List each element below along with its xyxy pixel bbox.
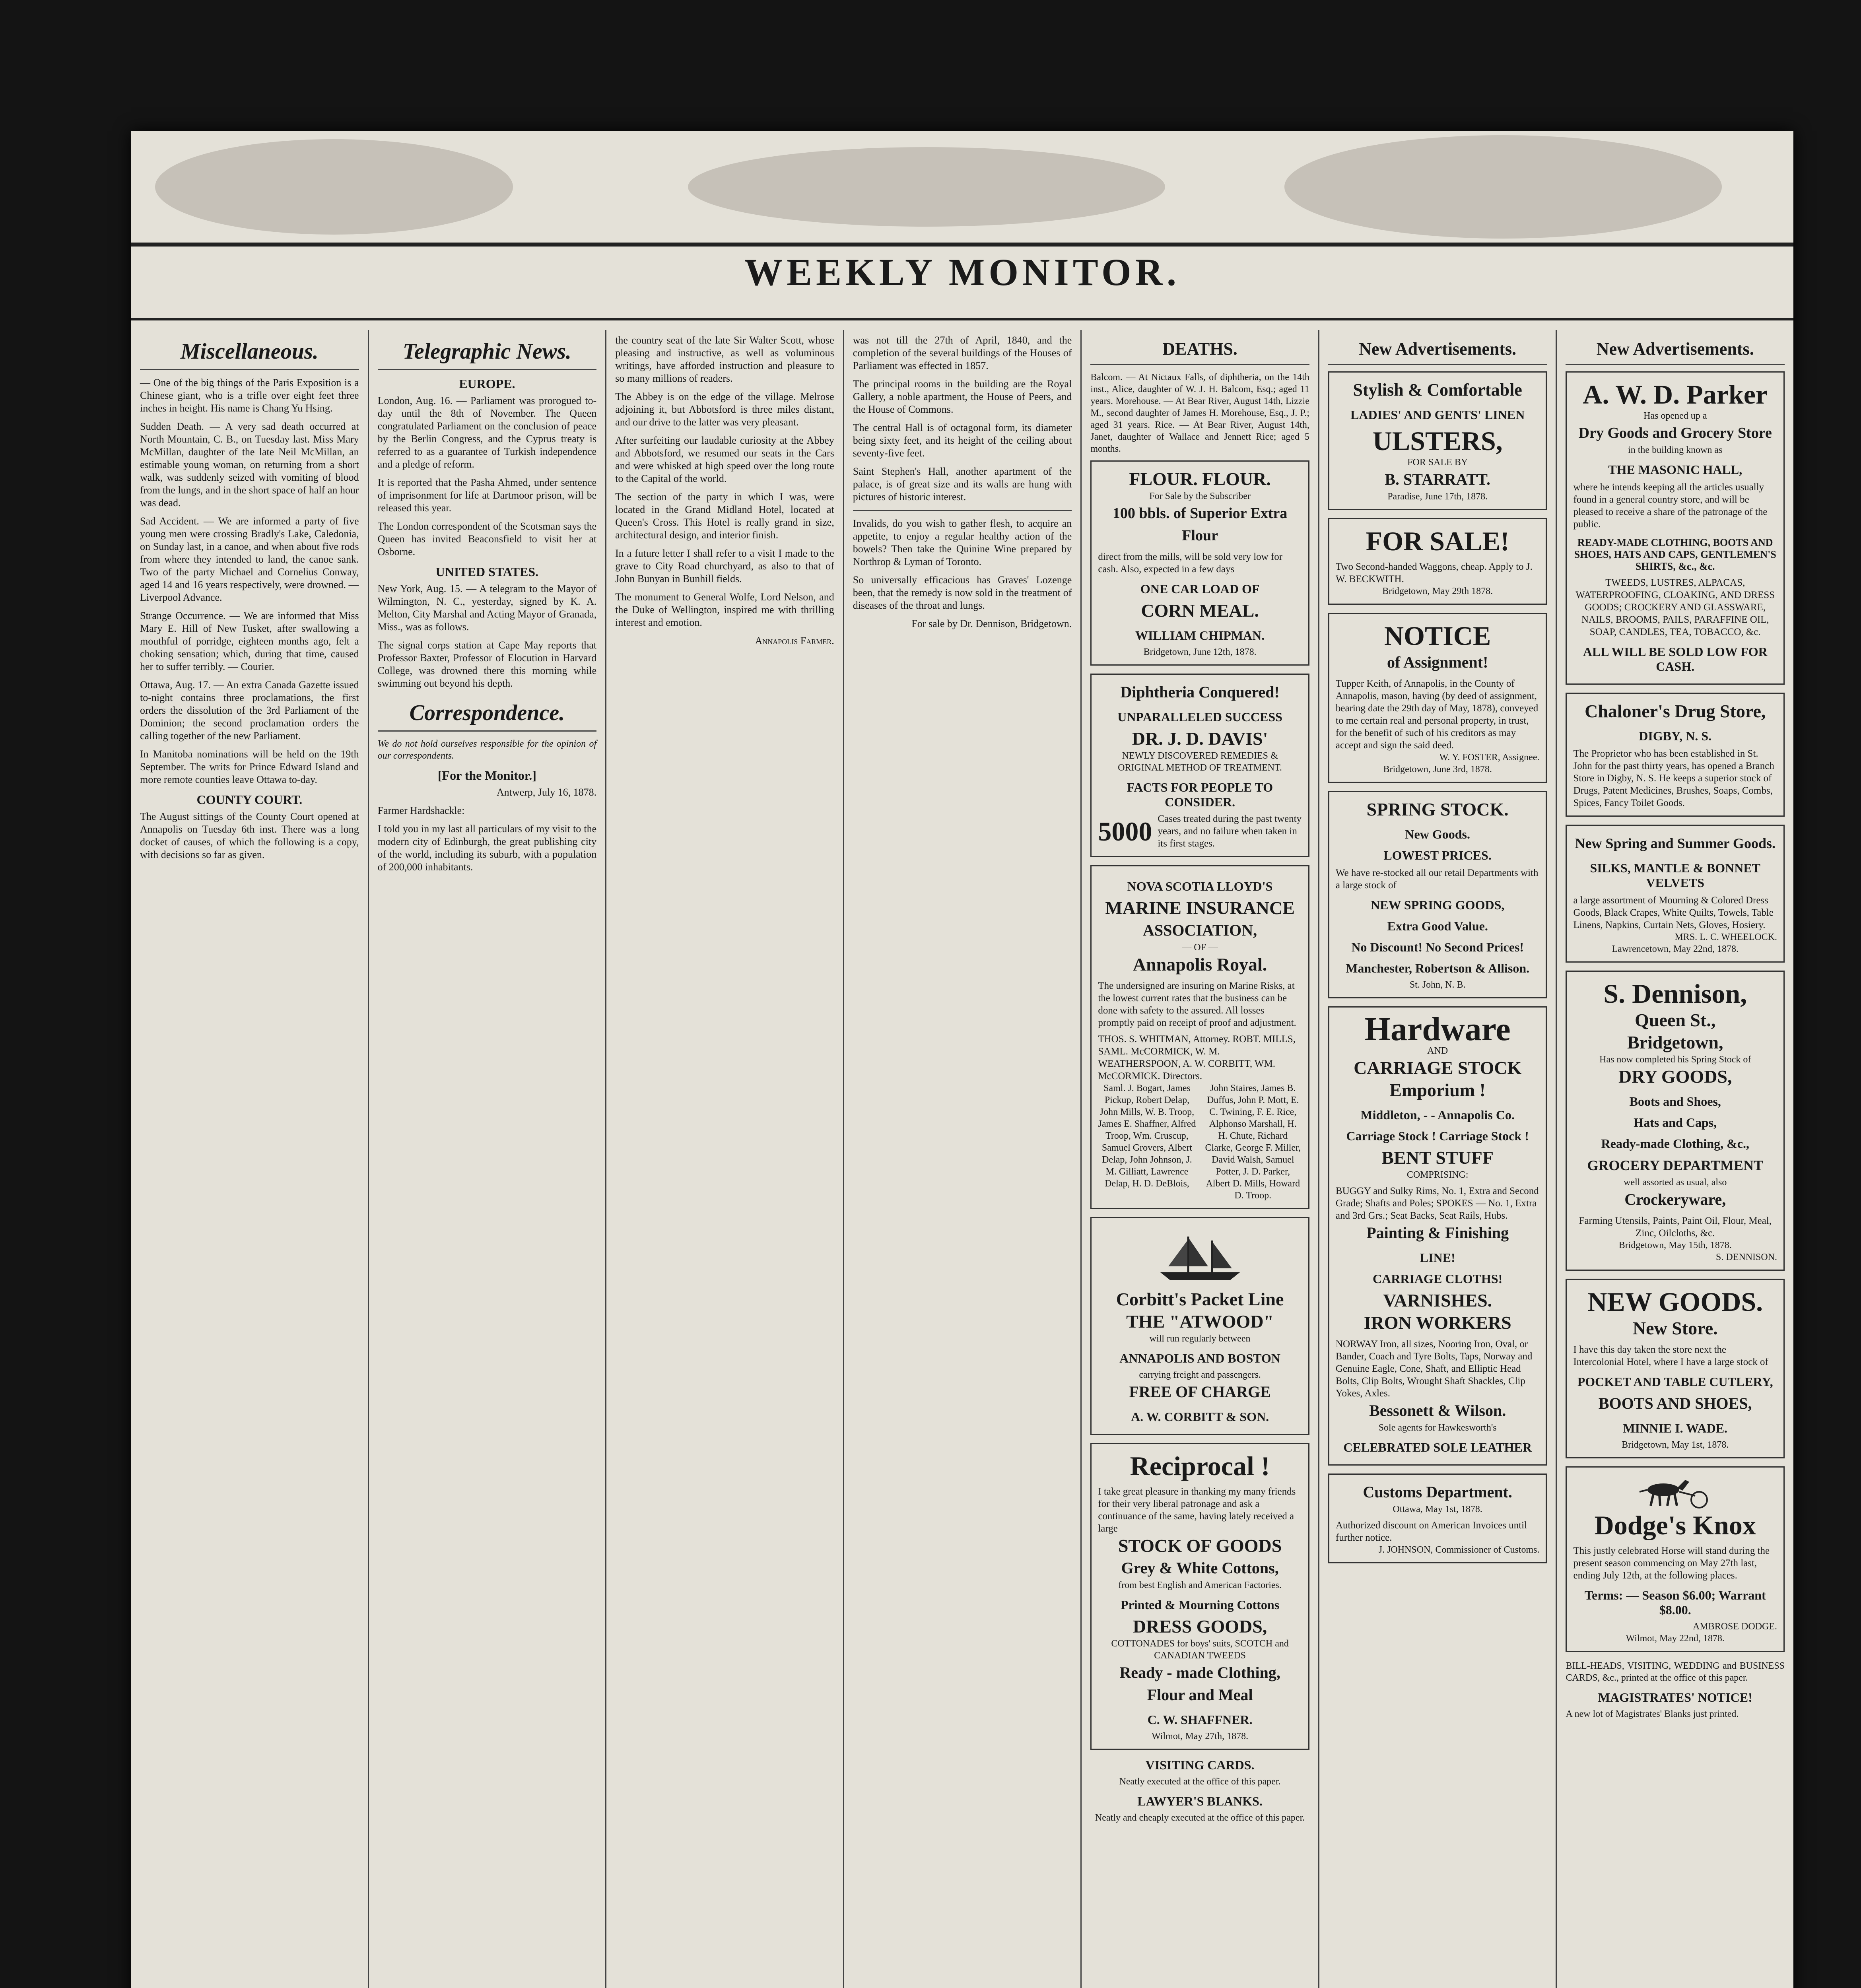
ad-headline: FREE OF CHARGE bbox=[1129, 1383, 1271, 1401]
ad-subheading: well assorted as usual, also bbox=[1624, 1177, 1727, 1188]
article-paragraph: The central Hall is of octagonal form, its diameter being sixty feet, and its height of the ceiling about seventy-five feet. bbox=[853, 422, 1072, 459]
news-item: Sad Accident. — We are informed a party of five young men were crossing Bradly's Lake, Caledonia, on Sunday last, in a canoe, and when about five rods from where they intended to land, the canoe sank. Two of the party Michael and Cornelius Conway, aged 14 and 16 years respectively, were drowned. — Liverpool Advance. bbox=[140, 515, 359, 603]
directors-list bbox=[1098, 1082, 1302, 1202]
ad-date: Bridgetown, June 12th, 1878. bbox=[1143, 647, 1257, 657]
ad-subheading: Hats and Caps, bbox=[1634, 1115, 1717, 1130]
ad-headline: Dry Goods and Grocery Store bbox=[1578, 425, 1772, 441]
ad-date: Bridgetown, May 15th, 1878. bbox=[1618, 1240, 1732, 1250]
printing-notice: BILL-HEADS, VISITING, WEDDING and BUSINESS CARDS, &c., printed at the office of this paper. bbox=[1566, 1661, 1785, 1683]
ad-body: BUGGY and Sulky Rims, No. 1, Extra and Second Grade; Shafts and Poles; SPOKES — No. 1, Extra and 3rd Grs.; Seat Backs, Seat Rails, Hubs. bbox=[1335, 1186, 1539, 1221]
ad-headline: DRY GOODS, bbox=[1618, 1066, 1732, 1087]
assignment-notice bbox=[1328, 613, 1547, 783]
ad-subheading: CELEBRATED SOLE LEATHER bbox=[1343, 1440, 1532, 1454]
columns bbox=[131, 330, 1793, 1988]
column-new-advertisements-1 bbox=[1319, 330, 1557, 1988]
wheelock-ad bbox=[1566, 825, 1785, 963]
flour-ad bbox=[1090, 460, 1309, 666]
ad-body: NORWAY Iron, all sizes, Nooring Iron, Oval, or Bander, Coach and Tyre Bolts, Taps, Norway and Genuine Eagle, Cone, Shaft, and Elliptic Head Bolts, Clip Bolts, Wrought Shaft Shackles, Clip Yokes, Axles. bbox=[1335, 1339, 1533, 1399]
advertiser-name: W. Y. FOSTER, Assignee. bbox=[1439, 752, 1540, 763]
advertiser-name: MINNIE I. WADE. bbox=[1623, 1421, 1728, 1435]
news-item: It is reported that the Pasha Ahmed, under sentence of imprisonment for life at Dartmoor prison, will be released this year. bbox=[377, 477, 597, 514]
ad-body: Tupper Keith, of Annapolis, in the County of Annapolis, mason, having (by deed of assignment, bearing date the 29th day of May, 1878), conveyed to me certain real and personal property, in trust, for the benefit of such of his creditors as may accept and sign the said deed. bbox=[1335, 678, 1539, 751]
ad-body: We have re-stocked all our retail Departments with a large stock of bbox=[1335, 868, 1539, 891]
ad-subheading: NEW SPRING GOODS, bbox=[1371, 898, 1505, 912]
ad-body: Authorized discount on American Invoices until further notice. bbox=[1335, 1520, 1527, 1543]
letter-paragraph: In a future letter I shall refer to a visit I made to the grave to City Road churchyard, as also to that of John Bunyan in Bunhill fields. bbox=[615, 547, 834, 584]
ad-subheading: from best English and American Factories. bbox=[1118, 1580, 1282, 1590]
letter-paragraph: The monument to General Wolfe, Lord Nelson, and the Duke of Wellington, inspired me with thrilling interest and emotion. bbox=[615, 591, 834, 628]
ad-headline: GROCERY DEPARTMENT bbox=[1587, 1157, 1763, 1173]
column-new-advertisements-2 bbox=[1557, 330, 1793, 1988]
section-subheading: EUROPE. bbox=[459, 377, 515, 391]
ad-subheading: LADIES' AND GENTS' LINEN bbox=[1350, 408, 1525, 422]
advertiser-name: WILLIAM CHIPMAN. bbox=[1135, 628, 1265, 643]
horse-and-buggy-icon bbox=[1636, 1474, 1715, 1510]
ad-headline: Painting & Finishing bbox=[1366, 1224, 1509, 1242]
ad-subheading: UNPARALLELED SUCCESS bbox=[1117, 710, 1282, 724]
section-heading: New Advertisements. bbox=[1328, 334, 1547, 365]
ad-subheading: THE MASONIC HALL, bbox=[1608, 462, 1743, 477]
ad-headline: VARNISHES. bbox=[1383, 1290, 1492, 1310]
wade-ad bbox=[1566, 1279, 1785, 1458]
ad-body: direct from the mills, will be sold very low for cash. Also, expected in a few days bbox=[1098, 551, 1283, 575]
agent-line: For sale by Dr. Dennison, Bridgetown. bbox=[911, 618, 1072, 629]
column-parliament bbox=[844, 330, 1082, 1988]
ad-headline: Emporium ! bbox=[1389, 1080, 1486, 1100]
ad-date: Bridgetown, May 29th 1878. bbox=[1382, 586, 1493, 596]
ad-subheading: Boots and Shoes, bbox=[1629, 1094, 1721, 1109]
chaloner-ad bbox=[1566, 693, 1785, 817]
ad-headline: BENT STUFF bbox=[1381, 1147, 1494, 1168]
ad-subheading: ALL WILL BE SOLD LOW FOR CASH. bbox=[1583, 645, 1768, 674]
ad-subheading: LOWEST PRICES. bbox=[1383, 848, 1492, 862]
advertiser-name: A. W. CORBITT & SON. bbox=[1131, 1409, 1269, 1424]
ad-body: Two Second-handed Waggons, cheap. Apply to J. W. BECKWITH. bbox=[1335, 561, 1533, 584]
news-item: Ottawa, Aug. 17. — An extra Canada Gazette issued to-night contains three proclamations, the first orders the dissolution of the 3rd Parliament of the Dominion; the second proclamation orders the calling together of the new Parliament. bbox=[140, 679, 359, 742]
ad-body: The Proprietor who has been established in St. John for the past thirty years, has opened a Branch Store in Digby, N. S. He keeps a superior stock of Drugs, Patent Medicines, Brushes, Soaps, Combs, Spices, Fancy Toilet Goods. bbox=[1573, 748, 1774, 808]
letter-label: [For the Monitor.] bbox=[437, 768, 536, 782]
ad-body: The undersigned are insuring on Marine Risks, at the lowest current rates that the business can be done with safety to the assured. All losses promptly paid on receipt of proof and adjustment. bbox=[1098, 980, 1296, 1028]
ad-headline: New Store. bbox=[1632, 1318, 1718, 1338]
section-heading: Telegraphic News. bbox=[378, 334, 597, 370]
dodge-knox-ad bbox=[1566, 1466, 1785, 1652]
diphtheria-ad bbox=[1090, 674, 1309, 857]
advertiser-name: Manchester, Robertson & Allison. bbox=[1346, 961, 1530, 975]
ad-date: Bridgetown, May 1st, 1878. bbox=[1622, 1440, 1729, 1450]
ad-headline: Corbitt's Packet Line bbox=[1116, 1289, 1284, 1309]
news-item: London, Aug. 16. — Parliament was prorogued to-day until the 8th of November. The Queen congratulated Parliament on the conclusion of peace by the Berlin Congress, and the Cyprus treaty is referred to as a guarantee of Turkish independence and a pledge of reform. bbox=[377, 395, 597, 470]
ad-subheading: ANNAPOLIS AND BOSTON bbox=[1119, 1351, 1281, 1365]
ad-headline: ASSOCIATION, bbox=[1143, 921, 1257, 939]
ad-heading: VISITING CARDS. bbox=[1145, 1758, 1255, 1772]
ad-headline: of Assignment! bbox=[1387, 653, 1488, 671]
column-deaths-ads bbox=[1082, 330, 1319, 1988]
water-stain bbox=[688, 147, 1165, 227]
ad-subheading: NOVA SCOTIA LLOYD'S bbox=[1127, 879, 1273, 893]
ad-subheading: — OF — bbox=[1182, 942, 1218, 953]
ad-headline: Grey & White Cottons, bbox=[1121, 1559, 1279, 1577]
news-item: Sudden Death. — A very sad death occurred at North Mountain, C. B., on Tuesday last. Miss Mary McMillan, daughter of the late Neil McMillan, an estimable young woman, on returning from a short walk, was suddenly seized with vomiting of blood from the lungs, and in the short space of half an hour was dead. bbox=[140, 421, 359, 509]
names-right: John Staires, James B. Duffus, John P. Mott, E. C. Twining, F. E. Rice, Alphonso Marshall, H. H. Chute, Richard Clarke, George F. Miller, David Walsh, Samuel Potter, J. D. Parker, Albert D. Mills, Howard D. Troop. bbox=[1205, 1083, 1301, 1201]
ad-date: Wilmot, May 27th, 1878. bbox=[1152, 1731, 1249, 1741]
article-paragraph: was not till the 27th of April, 1840, and the completion of the several buildings of the Houses of Parliament was effected in 1857. bbox=[853, 334, 1072, 371]
ad-subheading: DIGBY, N. S. bbox=[1639, 729, 1712, 743]
ad-subheading: carrying freight and passengers. bbox=[1139, 1370, 1261, 1380]
ad-headline: STOCK OF GOODS bbox=[1118, 1536, 1282, 1556]
ad-subheading: Printed & Mourning Cottons bbox=[1121, 1598, 1280, 1612]
section-heading: DEATHS. bbox=[1090, 334, 1309, 365]
ad-subheading: New Goods. bbox=[1405, 827, 1470, 841]
ad-subheading: will run regularly between bbox=[1149, 1334, 1251, 1344]
cases-number: 5000 bbox=[1098, 816, 1152, 846]
ad-heading: LAWYER'S BLANKS. bbox=[1137, 1794, 1263, 1808]
ad-headline: Dodge's Knox bbox=[1594, 1510, 1756, 1540]
ad-headline: DR. J. D. DAVIS' bbox=[1132, 728, 1268, 749]
ad-subheading: FACTS FOR PEOPLE TO CONSIDER. bbox=[1127, 780, 1273, 809]
masthead bbox=[131, 243, 1793, 320]
ad-body: Neatly and cheaply executed at the office of this paper. bbox=[1095, 1813, 1305, 1823]
ad-subheading: Sole agents for Hawkesworth's bbox=[1378, 1423, 1497, 1433]
advertisement-text: Invalids, do you wish to gather flesh, to acquire an appetite, to enjoy a regular healthy action of the bowels? Then take the Quinine Wine prepared by Northrop & Lyman of Toronto. bbox=[853, 518, 1072, 567]
death-notices: Balcom. — At Nictaux Falls, of diphtheria, on the 14th inst., Alice, daughter of W. J. H. Balcom, Esq.; aged 11 years. Morehouse. — At Bear River, August 14th, Lizzie M., second daughter of James H. Morehouse, Esq., J. P.; aged 31 years. Rice. — At Bear River, August 14th, Janet, daughter of Wallace and Jennett Rice; aged 5 months. bbox=[1090, 372, 1309, 454]
ad-heading: FLOUR. FLOUR. bbox=[1129, 469, 1271, 489]
letter-text: I told you in my last all particulars of my visit to the modern city of Edinburgh, the great publishing city of the world, including its suburb, with a population of 200,000 inhabitants. bbox=[377, 823, 597, 873]
ad-subheading: Terms: — Season $6.00; Warrant $8.00. bbox=[1584, 1588, 1766, 1617]
ad-headline: FOR SALE! bbox=[1366, 526, 1509, 556]
ad-body: Neatly executed at the office of this paper. bbox=[1119, 1776, 1281, 1787]
ad-subheading: AND bbox=[1427, 1046, 1448, 1056]
for-sale-ad bbox=[1328, 518, 1547, 605]
ad-headline: CARRIAGE STOCK bbox=[1354, 1058, 1522, 1078]
letter-place: Antwerp, July 16, 1878. bbox=[496, 786, 597, 798]
letter-paragraph: the country seat of the late Sir Walter Scott, whose pleasing and instructive, as well as voluminous writings, have afforded instruction and pleasure to so many millions of readers. bbox=[615, 334, 834, 384]
disclaimer: We do not hold ourselves responsible for the opinion of our correspondents. bbox=[377, 739, 597, 761]
ad-date: Bridgetown, June 3rd, 1878. bbox=[1383, 764, 1492, 775]
ad-subheading: Ready-made Clothing, &c., bbox=[1601, 1136, 1749, 1151]
ad-date: Paradise, June 17th, 1878. bbox=[1387, 491, 1488, 502]
advertiser-name: AMBROSE DODGE. bbox=[1693, 1621, 1777, 1632]
ad-subheading: CARRIAGE CLOTHS! bbox=[1373, 1272, 1503, 1286]
ad-subheading: Has opened up a bbox=[1643, 411, 1707, 421]
dennison-ad bbox=[1566, 971, 1785, 1271]
letter-signature: Annapolis Farmer. bbox=[755, 635, 834, 646]
advertiser-name: S. DENNISON. bbox=[1716, 1252, 1777, 1262]
advertiser-name: C. W. SHAFFNER. bbox=[1147, 1712, 1253, 1727]
ad-subheading: COMPRISING: bbox=[1406, 1170, 1469, 1180]
names-left: Saml. J. Bogart, James Pickup, Robert Delap, John Mills, W. B. Troop, James E. Shaffner, Alfred Troop, Wm. Cruscup, Samuel Grovers, Albert Delap, John Johnson, J. M. Gilliatt, Lawrence Delap, H. D. DeBlois, bbox=[1098, 1083, 1196, 1189]
water-stain bbox=[1284, 135, 1722, 239]
ad-row bbox=[1098, 813, 1302, 850]
ad-place: St. John, N. B. bbox=[1409, 980, 1466, 990]
divider bbox=[853, 510, 1072, 511]
column-miscellaneous bbox=[131, 330, 369, 1988]
ad-headline: Flour and Meal bbox=[1147, 1686, 1253, 1704]
hardware-ad bbox=[1328, 1006, 1547, 1466]
ad-headline: DRESS GOODS, bbox=[1133, 1616, 1267, 1637]
ad-headline: IRON WORKERS bbox=[1364, 1312, 1511, 1333]
ad-subheading: Middleton, - - Annapolis Co. bbox=[1360, 1108, 1515, 1122]
ad-subheading: LINE! bbox=[1420, 1250, 1455, 1265]
court-text: The August sittings of the County Court opened at Annapolis on Tuesday 6th inst. There was a long docket of causes, of which the following is a copy, with decisions so far as given. bbox=[140, 811, 359, 860]
ad-body: a large assortment of Mourning & Colored Dress Goods, Black Crapes, White Quilts, Towels, Table Linens, Napkins, Curtain Nets, Gloves, Hosiery. bbox=[1573, 895, 1774, 930]
ad-headline: A. W. D. Parker bbox=[1583, 379, 1768, 410]
ad-body: I take great pleasure in thanking my many friends for their very liberal patronage and ask a continuance of the same, having lately received a large bbox=[1098, 1486, 1296, 1534]
news-item: New York, Aug. 15. — A telegram to the Mayor of Wilmington, N. C., yesterday, signed by K. A. Melton, City Marshal and Acting Mayor of Granada, Miss., was as follows. bbox=[377, 583, 597, 633]
advertiser-name: MRS. L. C. WHEELOCK. bbox=[1675, 932, 1777, 942]
officers: THOS. S. WHITMAN, Attorney. ROBT. MILLS, SAML. McCORMICK, W. M. WEATHERSPOON, A. W. CORBITT, WM. McCORMICK. Directors. bbox=[1098, 1034, 1296, 1081]
advertiser-name: J. JOHNSON, Commissioner of Customs. bbox=[1378, 1545, 1540, 1555]
section-subheading: COUNTY COURT. bbox=[196, 792, 303, 807]
ad-headline: Bridgetown, bbox=[1627, 1032, 1723, 1052]
article-paragraph: Saint Stephen's Hall, another apartment of the palace, is of great size and its walls are hung with pictures of historic interest. bbox=[853, 466, 1072, 503]
ad-headline: CORN MEAL. bbox=[1141, 600, 1259, 621]
advertiser-name: B. STARRATT. bbox=[1385, 470, 1490, 488]
ad-subheading: Has now completed his Spring Stock of bbox=[1599, 1054, 1751, 1065]
section-subheading: UNITED STATES. bbox=[435, 565, 539, 579]
ad-subheading: SILKS, MANTLE & BONNET VELVETS bbox=[1590, 861, 1761, 890]
reciprocal-ad bbox=[1090, 1443, 1309, 1750]
ad-subheading: READY-MADE CLOTHING, BOOTS AND SHOES, HATS AND CAPS, GENTLEMEN'S SHIRTS, &c., &c. bbox=[1574, 537, 1776, 572]
ad-body: I have this day taken the store next the Intercolonial Hotel, where I have a large stock of bbox=[1573, 1344, 1768, 1367]
ad-date: Wilmot, May 22nd, 1878. bbox=[1626, 1633, 1725, 1644]
ad-subheading: Extra Good Value. bbox=[1387, 919, 1488, 933]
ad-date: Ottawa, May 1st, 1878. bbox=[1393, 1504, 1482, 1514]
ad-subheading: Carriage Stock ! Carriage Stock ! bbox=[1346, 1129, 1529, 1143]
advertiser-name: Bessonett & Wilson. bbox=[1369, 1402, 1506, 1419]
section-heading: Miscellaneous. bbox=[140, 334, 359, 370]
letter-paragraph: The Abbey is on the edge of the village. Melrose adjoining it, but Abbotsford is three miles distant, and our drive to the latter was very pleasant. bbox=[615, 391, 834, 428]
ship-icon bbox=[1152, 1229, 1248, 1284]
ad-subheading: COTTONADES for boys' suits, SCOTCH and CANADIAN TWEEDS bbox=[1111, 1639, 1289, 1661]
parker-ad bbox=[1566, 371, 1785, 685]
ad-body: Farming Utensils, Paints, Paint Oil, Flour, Meal, Zinc, Oilcloths, &c. bbox=[1579, 1215, 1772, 1239]
water-stain bbox=[155, 139, 513, 235]
ad-body: This justly celebrated Horse will stand during the present season commencing on May 27th last, ending July 12th, at the following places. bbox=[1573, 1545, 1770, 1581]
ad-headline: 100 bbls. of Superior Extra Flour bbox=[1112, 505, 1288, 544]
ad-headline: Hardware bbox=[1364, 1011, 1511, 1048]
ulsters-ad bbox=[1328, 371, 1547, 510]
ad-date: Lawrencetown, May 22nd, 1878. bbox=[1612, 944, 1739, 954]
ad-subheading: ONE CAR LOAD OF bbox=[1140, 582, 1260, 596]
ad-headline: ULSTERS, bbox=[1372, 426, 1503, 456]
spring-stock-ad bbox=[1328, 791, 1547, 998]
ad-heading: MAGISTRATES' NOTICE! bbox=[1598, 1690, 1752, 1705]
column-letter-continued bbox=[606, 330, 844, 1988]
advertisement-text: So universally efficacious has Graves' Lozenge been, that the remedy is now sold in the treatment of diseases of the throat and lungs. bbox=[853, 574, 1072, 611]
ad-headline: BOOTS AND SHOES, bbox=[1598, 1394, 1752, 1412]
ad-headline: S. Dennison, bbox=[1603, 978, 1747, 1009]
ad-subheading: NEWLY DISCOVERED REMEDIES & ORIGINAL METHOD OF TREATMENT. bbox=[1118, 751, 1282, 773]
ad-body: Cases treated during the past twenty years, and no failure when taken in its first stages. bbox=[1158, 813, 1302, 849]
ad-subheading: For Sale by the Subscriber bbox=[1149, 491, 1251, 501]
ad-body: TWEEDS, LUSTRES, ALPACAS, WATERPROOFING, CLOAKING, AND DRESS GOODS; CROCKERY AND GLASSWARE, NAILS, BROOMS, PAILS, PARAFFINE OIL, SOAP, CANDLES, TEA, TOBACCO, &c. bbox=[1575, 577, 1775, 637]
ad-headline: NOTICE bbox=[1384, 621, 1491, 651]
customs-notice bbox=[1328, 1474, 1547, 1563]
news-item: — One of the big things of the Paris Exposition is a Chinese giant, who is a trifle over eight feet three inches in height. His name is Chang Yu Hsing. bbox=[140, 377, 359, 414]
ad-subheading: No Discount! No Second Prices! bbox=[1351, 940, 1524, 954]
ad-headline: Queen St., bbox=[1635, 1010, 1716, 1030]
news-item: In Manitoba nominations will be held on the 19th September. The writs for Prince Edward Island and more remote counties leave Ottawa to-day. bbox=[140, 748, 359, 785]
article-paragraph: The principal rooms in the building are the Royal Gallery, a noble apartment, the House of Peers, and the House of Commons. bbox=[853, 378, 1072, 415]
section-heading: New Advertisements. bbox=[1566, 334, 1785, 365]
newspaper-page bbox=[131, 131, 1793, 1988]
ad-subheading: FOR SALE BY bbox=[1407, 457, 1468, 468]
ad-headline: MARINE INSURANCE bbox=[1105, 898, 1295, 918]
news-item: The signal corps station at Cape May reports that Professor Baxter, Professor of Elocution in Harvard College, was drowned there this morning while swimming out beyond his depth. bbox=[377, 639, 597, 689]
ad-headline: Crockeryware, bbox=[1624, 1190, 1726, 1208]
ad-headline: NEW GOODS. bbox=[1587, 1287, 1763, 1317]
ad-headline: Chaloner's Drug Store, bbox=[1585, 701, 1766, 721]
ad-subheading: POCKET AND TABLE CUTLERY, bbox=[1577, 1375, 1773, 1389]
section-heading: Correspondence. bbox=[378, 695, 597, 732]
ad-headline: SPRING STOCK. bbox=[1366, 799, 1509, 819]
ad-body: where he intends keeping all the articles usually found in a general country store, and will be pleased to receive a share of the patronage of the public. bbox=[1573, 482, 1768, 530]
ad-headline: Diphtheria Conquered! bbox=[1120, 683, 1280, 701]
ad-headline: New Spring and Summer Goods. bbox=[1575, 835, 1776, 851]
news-item: The London correspondent of the Scotsman says the Queen has invited Beaconsfield to visit her at Osborne. bbox=[377, 520, 597, 557]
ad-subheading: in the building known as bbox=[1628, 445, 1723, 455]
letter-paragraph: The section of the party in which I was, were located in the Grand Midland Hotel, located at Queen's Cross. This Hotel is really grand in size, architectural design, and interior finish. bbox=[615, 491, 834, 541]
ad-headline: Annapolis Royal. bbox=[1133, 954, 1267, 975]
newspaper-title: WEEKLY MONITOR. bbox=[744, 251, 1180, 293]
ad-headline: THE "ATWOOD" bbox=[1126, 1311, 1274, 1332]
letter-salutation: Farmer Hardshackle: bbox=[377, 805, 465, 816]
ad-headline: Reciprocal ! bbox=[1130, 1451, 1270, 1481]
news-item: Strange Occurrence. — We are informed that Miss Mary E. Hill of New Tusket, after swallowing a mouthful of porridge, eighteen months ago, felt a choking sensation; which, during that time, caused her to suffer terribly. — Courier. bbox=[140, 610, 359, 672]
ad-headline: Customs Department. bbox=[1363, 1483, 1512, 1501]
letter-paragraph: After surfeiting our laudable curiosity at the Abbey and Abbotsford, we resumed our seats in the Cars and were whisked at high speed over the long route to the Capital of the world. bbox=[615, 435, 834, 484]
packet-line-ad bbox=[1090, 1217, 1309, 1435]
column-telegraphic bbox=[369, 330, 607, 1988]
ad-headline: Ready - made Clothing, bbox=[1119, 1664, 1280, 1681]
marine-insurance-ad bbox=[1090, 865, 1309, 1209]
ad-body: A new lot of Magistrates' Blanks just printed. bbox=[1566, 1709, 1739, 1719]
ad-headline: Stylish & Comfortable bbox=[1353, 380, 1522, 400]
